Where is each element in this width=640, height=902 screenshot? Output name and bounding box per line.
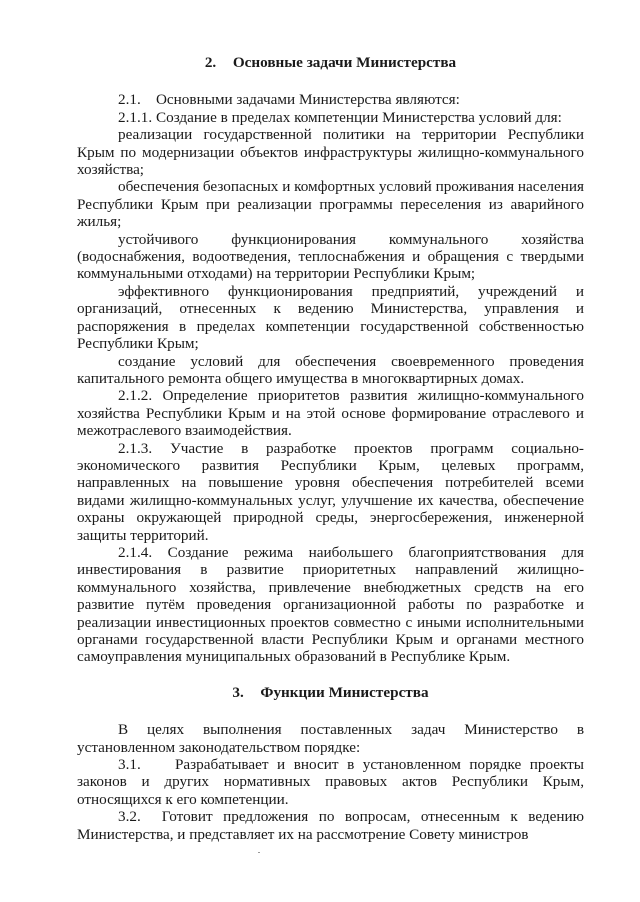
paragraph-2-1-1-a: реализации государственной политики на территории Республики Крым по модернизации объектов инфраструктуры жилищно-коммунального хозяйства; (77, 126, 584, 179)
document-page (77, 54, 588, 843)
section-2-number: 2. (204, 54, 217, 71)
section-3-title: Функции Министерства (260, 683, 429, 701)
paragraph-3-1: 3.1. Разрабатывает и вносит в установленном порядке проекты законов и других нормативных правовых актов Республики Крым, относящихся к его компетенции. (77, 756, 588, 808)
scan-speck (258, 852, 260, 853)
paragraph-2-1-1-d: эффективного функционирования предприятий, учреждений и организаций, отнесенных к ведению Министерства, управления и распоряжения в пределах компетенции государственной собственностью Республики Крым; (77, 282, 584, 353)
section-2-heading (77, 54, 584, 71)
paragraph-2-1-3: 2.1.3. Участие в разработке проектов программ социально-экономического развития Республики Крым, целевых программ, направленных на повышение уровня обеспечения потребителей всеми видами жилищно-коммунальных услуг, улучшение их качества, обеспечение охраны окружающей природной среды, энергосбережения, инженерной защиты территорий. (77, 439, 584, 544)
paragraph-2-1-2: 2.1.2. Определение приоритетов развития жилищно-коммунального хозяйства Республики Крым и на этой основе формирование отраслевого и межотраслевого взаимодействия. (77, 387, 584, 440)
section-3-number: 3. (232, 683, 244, 701)
paragraph-3-2: 3.2. Готовит предложения по вопросам, отнесенным к ведению Министерства, и представляет их на рассмотрение Совету министров (77, 808, 588, 843)
paragraph-2-1-4: 2.1.4. Создание режима наибольшего благоприятствования для инвестирования в развитие приоритетных направлений жилищно-коммунального хозяйства, привлечение внебюджетных средств на его развитие путём проведения организационной работы по разработке и реализации инвестиционных проектов совместно с иными исполнительными органами государственной власти Республики Крым и органами местного самоуправления муниципальных образований в Республике Крым. (77, 543, 584, 666)
paragraph-2-1-1-e: создание условий для обеспечения своевременного проведения капитального ремонта общего имущества в многоквартирных домах. (77, 352, 584, 387)
paragraph-3-intro: В целях выполнения поставленных задач Министерство в установленном законодательством порядке: (77, 721, 584, 756)
section-2-title: Основные задачи Министерства (232, 54, 457, 71)
section-3-heading (77, 684, 584, 701)
paragraph-2-1-1-c: устойчивого функционирования коммунального хозяйства (водоснабжения, водоотведения, теплоснабжения и обращения с твердыми коммунальными отходами) на территории Республики Крым; (77, 230, 584, 283)
paragraph-2-1: 2.1. Основными задачами Министерства являются: (118, 91, 460, 109)
paragraph-2-1-1-b: обеспечения безопасных и комфортных условий проживания населения Республики Крым при реализации программы переселения из аварийного жилья; (77, 178, 584, 231)
paragraph-2-1-1: 2.1.1. Создание в пределах компетенции Министерства условий для: (118, 108, 562, 126)
